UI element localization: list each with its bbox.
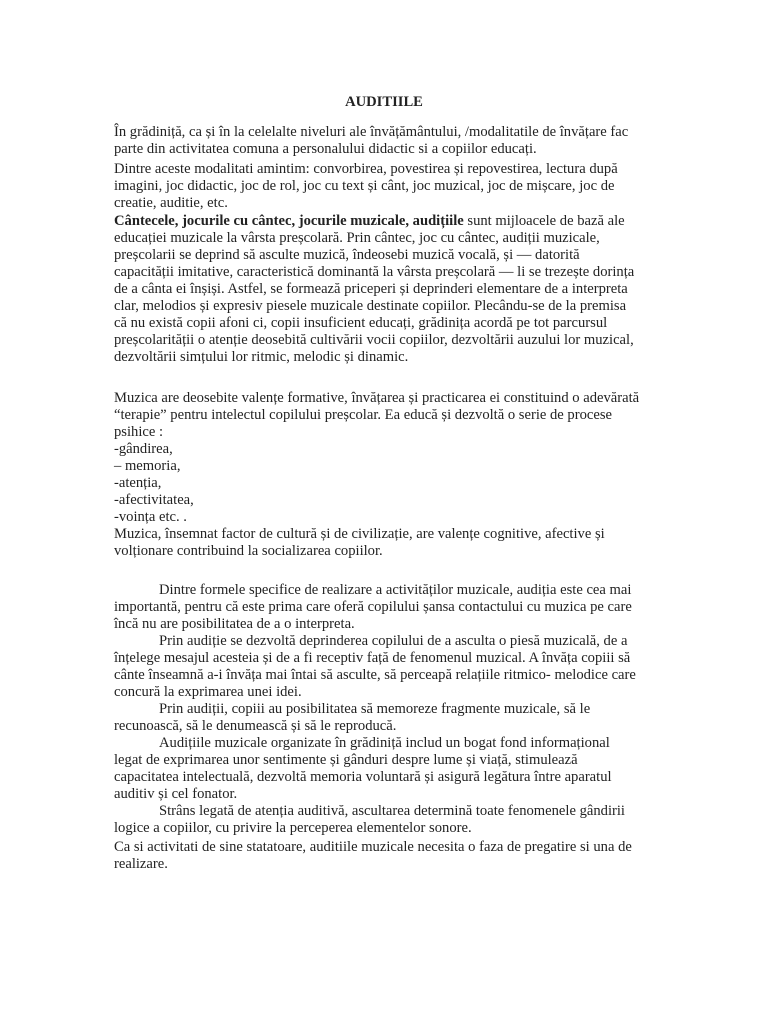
paragraph-line: psihice : (114, 424, 164, 440)
paragraph-line: Dintre formele specifice de realizare a activităților muzicale, audiția este cea mai (159, 582, 632, 598)
paragraph-line: legat de exprimarea unor sentimente și gânduri despre lume și viață, stimulează (114, 752, 578, 768)
paragraph-line: volționare contribuind la socializarea copiilor. (114, 543, 383, 559)
paragraph-line: În grădiniță, ca și în la celelalte niveluri ale învățământului, /modalitatile de învățare fac (114, 124, 629, 140)
paragraph-line: auditiv și cel fonator. (114, 786, 238, 802)
paragraph-line: capacității imitative, caracteristică dominantă la vârsta preșcolară — li se trezește dorința (114, 264, 635, 280)
list-item: -gândirea, (114, 441, 173, 457)
list-item: -atenția, (114, 475, 162, 491)
paragraph-line: “terapie” pentru intelectul copilului preșcolar. Ea educă și dezvoltă o serie de procese (114, 407, 612, 423)
list-item: – memoria, (114, 458, 181, 474)
paragraph-line: capacitatea intelectuală, dezvoltă memoria voluntară și asigură legătura între aparatul (114, 769, 612, 785)
paragraph-text: sunt mijloacele de bază ale (463, 213, 625, 229)
bold-phrase: Cântecele, jocurile cu cântec, jocurile muzicale, audițiile (114, 213, 464, 229)
paragraph-line: Muzica are deosebite valențe formative, învățarea și practicarea ei constituind o adevărată (114, 390, 640, 406)
paragraph-line: preșcolarii se deprind să asculte muzică, îndeosebi muzică vocală, și — datorită (114, 247, 580, 263)
paragraph-line: concură la exprimarea unei idei. (114, 684, 302, 700)
paragraph-line: parte din activitatea comuna a personalului didactic si a copiilor educați. (114, 141, 537, 157)
paragraph-line: realizare. (114, 856, 168, 872)
paragraph-line (114, 213, 625, 231)
paragraph-line: Strâns legată de atenția auditivă, ascultarea determină toate fenomenele gândirii (159, 803, 625, 819)
paragraph-line: că nu există copii afoni ci, copii insuficient educați, grădinița acordă pe tot parcursul (114, 315, 608, 331)
paragraph-line: logice a copiilor, cu privire la perceperea elementelor sonore. (114, 820, 472, 836)
list-item: -voința etc. . (114, 509, 187, 525)
paragraph-line: încă nu are posibilitatea de a o interpreta. (114, 616, 355, 632)
paragraph-line: cânte înseamnă a-i învăța mai întai să asculte, să perceapă relațiile ritmico- melodice care (114, 667, 636, 683)
paragraph-line: importantă, pentru că este prima care oferă copilului șansa contactului cu muzica pe care (114, 599, 632, 615)
paragraph-line: recunoască, să le denumească și să le reproducă. (114, 718, 397, 734)
paragraph-line: educației muzicale la vârsta preșcolară. Prin cântec, joc cu cântec, audiții muzicale, (114, 230, 600, 246)
paragraph-line: dezvoltării simțului lor ritmic, melodic și dinamic. (114, 349, 409, 365)
paragraph-line: Muzica, însemnat factor de cultură și de civilizație, are valențe cognitive, afective și (114, 526, 605, 542)
list-item: -afectivitatea, (114, 492, 194, 508)
paragraph-line: de a cânta ei înșiși. Astfel, se formează priceperi și deprinderi elementare de a interpreta (114, 281, 628, 297)
paragraph-line: Audițiile muzicale organizate în grădiniță includ un bogat fond informațional (159, 735, 610, 751)
paragraph-line: creatie, auditie, etc. (114, 195, 228, 211)
paragraph-line: preșcolarității o atenție deosebită cultivării vocii copiilor, dezvoltării auzului lor muzical, (114, 332, 634, 348)
document-title: AUDITIILE (345, 94, 423, 110)
paragraph-line: Ca si activitati de sine statatoare, auditiile muzicale necesita o faza de pregatire si una de (114, 839, 632, 855)
paragraph-line: imagini, joc didactic, joc de rol, joc cu text și cânt, joc muzical, joc de mișcare, joc de (114, 178, 615, 194)
paragraph-line: Prin audiție se dezvoltă deprinderea copilului de a asculta o piesă muzicală, de a (159, 633, 628, 649)
paragraph-line: Prin audiții, copiii au posibilitatea să memoreze fragmente muzicale, să le (159, 701, 591, 717)
paragraph-line: clar, melodios și expresiv piesele muzicale destinate copiilor. Plecându-se de la premisa (114, 298, 627, 314)
paragraph-line: înțelege mesajul acesteia și de a fi receptiv față de fenomenul muzical. A învăța copiii să (114, 650, 631, 666)
paragraph-line: Dintre aceste modalitati amintim: convorbirea, povestirea și repovestirea, lectura după (114, 161, 618, 177)
